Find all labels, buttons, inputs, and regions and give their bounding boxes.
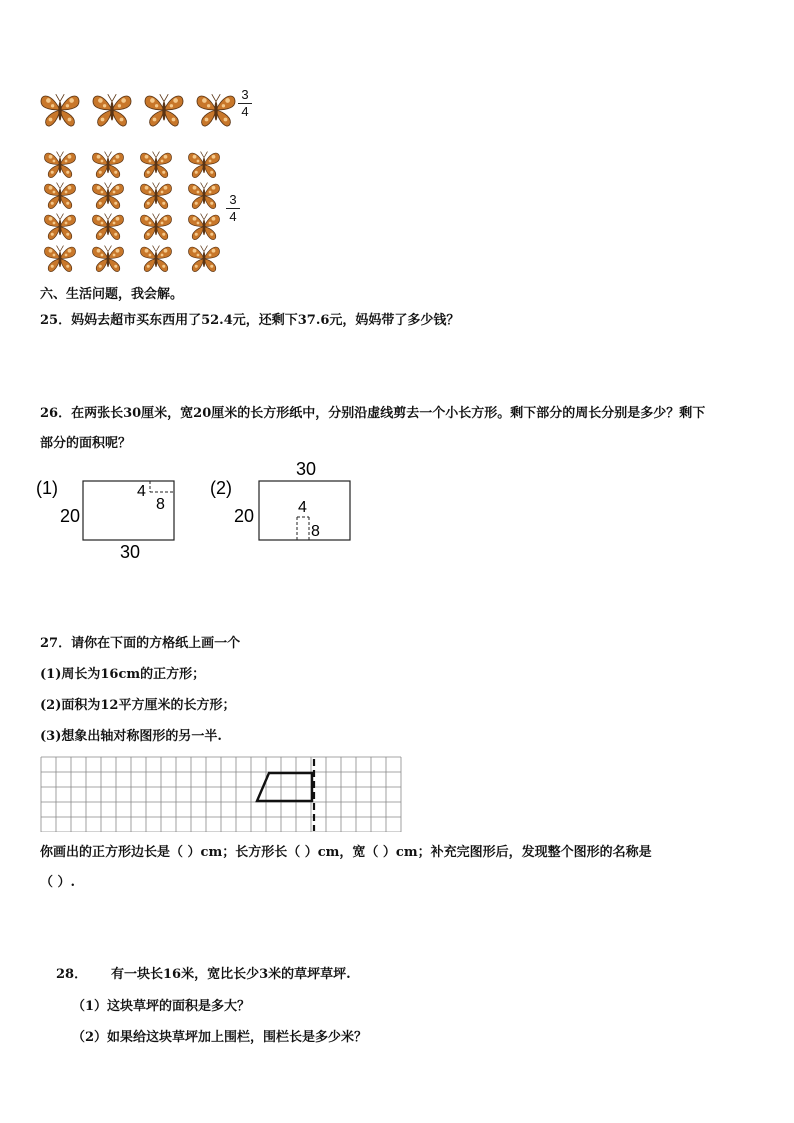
butterfly-icon <box>40 211 80 246</box>
fraction-top <box>238 88 252 119</box>
butterfly-icon <box>90 91 134 133</box>
butterfly-icon <box>136 149 176 184</box>
question-26-line2: 部分的面积呢？ <box>40 436 132 451</box>
question-25: 25．妈妈去超市买东西用了52.4元，还剩下37.6元，妈妈带了多少钱？ <box>40 313 460 328</box>
fig1-label: (1) <box>36 478 58 498</box>
fig1-cut-a: 4 <box>137 483 146 500</box>
butterfly-icon <box>88 180 128 215</box>
fig1-cut-b: 8 <box>156 496 165 513</box>
butterfly-icon <box>88 149 128 184</box>
fig1-width: 20 <box>60 506 81 526</box>
butterfly-icon <box>184 243 224 278</box>
fraction-grid <box>226 193 240 224</box>
butterfly-icon <box>40 149 80 184</box>
fig2-cut-a: 4 <box>298 499 307 516</box>
question-28-item1: （1）这块草坪的面积是多大？ <box>72 999 251 1014</box>
fig1-length: 30 <box>120 542 141 562</box>
butterfly-icon <box>38 91 82 133</box>
fraction-top-denominator: 4 <box>241 104 249 119</box>
butterfly-icon <box>194 91 238 133</box>
fig2-label: (2) <box>210 478 232 498</box>
butterfly-icon <box>88 243 128 278</box>
question-28-title: 有一块长16米，宽比长少3米的草坪草坪. <box>111 967 351 982</box>
fig2-cut-b: 8 <box>311 523 320 540</box>
butterfly-icon <box>184 211 224 246</box>
question-27-answer-line2: （ ）. <box>40 875 76 890</box>
butterfly-icon <box>136 243 176 278</box>
fig2-length: 30 <box>296 462 317 479</box>
butterfly-icon <box>40 180 80 215</box>
question-28-number: 28． <box>56 967 88 982</box>
butterfly-icon <box>184 180 224 215</box>
fraction-top-numerator: 3 <box>241 87 249 102</box>
grid-lines <box>41 757 401 832</box>
q26-figures <box>30 462 370 572</box>
butterfly-icon <box>142 91 186 133</box>
grid-paper[interactable] <box>40 756 402 832</box>
question-27-item2: (2)面积为12平方厘米的长方形； <box>40 698 236 713</box>
section-title: 六、生活问题，我会解。 <box>40 287 184 302</box>
butterfly-icon <box>136 211 176 246</box>
fraction-grid-numerator: 3 <box>229 192 237 207</box>
fraction-grid-denominator: 4 <box>229 209 237 224</box>
butterfly-icon <box>88 211 128 246</box>
butterfly-icon <box>40 243 80 278</box>
question-26-line1: 26．在两张长30厘米，宽20厘米的长方形纸中，分别沿虚线剪去一个小长方形。剩下部分的周长分别是多少？剩下 <box>40 406 706 421</box>
question-27-title: 27．请你在下面的方格纸上画一个 <box>40 636 241 651</box>
question-27-answer-line1: 你画出的正方形边长是（ ）cm；长方形长（ ）cm，宽（ ）cm；补充完图形后，发现整个图形的名称是 <box>40 845 652 860</box>
butterfly-icon <box>184 149 224 184</box>
question-28-item2: （2）如果给这块草坪加上围栏，围栏长是多少米？ <box>72 1030 368 1045</box>
butterfly-icon <box>136 180 176 215</box>
fig2-width: 20 <box>234 506 255 526</box>
question-27-item3: (3)想象出轴对称图形的另一半. <box>40 729 222 744</box>
question-27-item1: (1)周长为16cm的正方形； <box>40 667 206 682</box>
